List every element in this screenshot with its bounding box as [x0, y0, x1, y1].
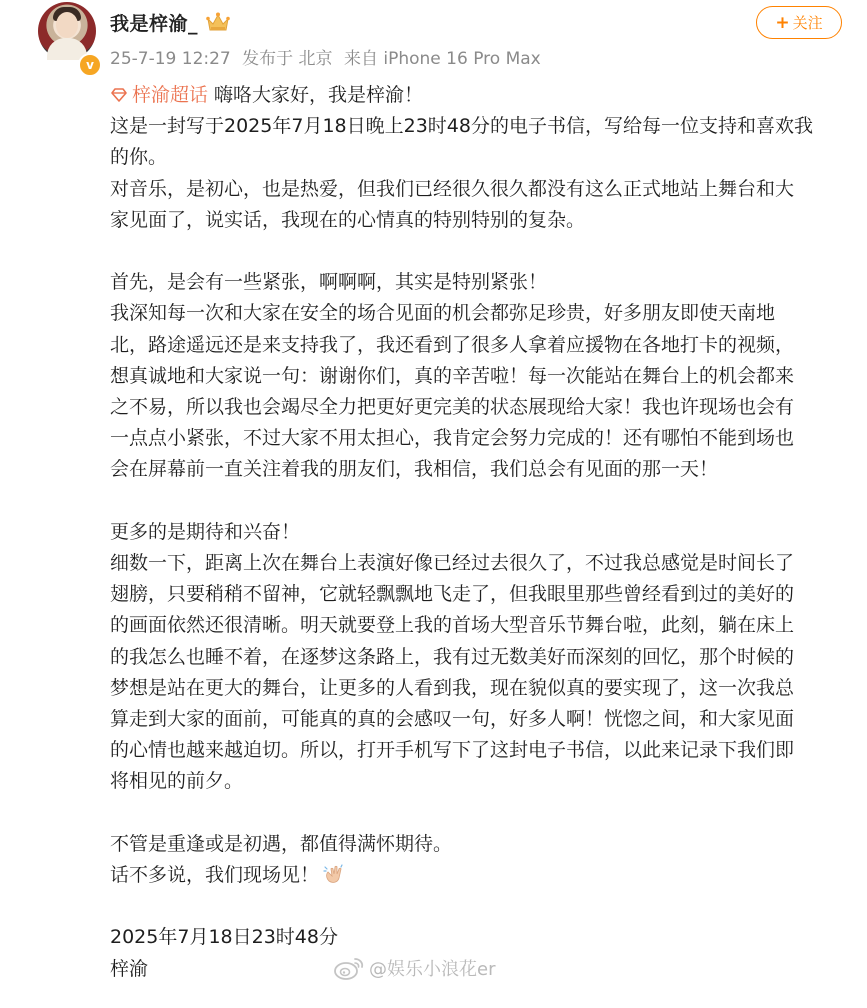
closing-text: 话不多说，我们现场见！	[110, 864, 320, 887]
avatar[interactable]	[38, 2, 96, 60]
topic-label: 梓渝超话	[132, 84, 209, 106]
date-line: 2025年7月18日23时48分	[110, 926, 338, 949]
plus-icon: +	[775, 12, 790, 33]
post-content	[110, 80, 850, 985]
post-device: 来自 iPhone 16 Pro Max	[343, 49, 541, 69]
post-location: 发布于 北京	[242, 49, 333, 69]
post-text-line: 会在屏幕前一直关注着我的朋友们，我相信，我们总会有见面的那一天！	[110, 458, 719, 481]
post-text-line: 的我怎么也睡不着，在逐梦这条路上，我有过无数美好而深刻的回忆，那个时候的	[110, 645, 795, 668]
post-time[interactable]: 25-7-19 12:27	[110, 49, 231, 69]
username[interactable]: 我是梓渝_	[110, 13, 199, 35]
watermark-text: @娱乐小浪花er	[369, 959, 496, 980]
watermark	[333, 955, 495, 981]
post-text-line: 细数一下，距离上次在舞台上表演好像已经过去很久了，不过我总感觉是时间长了	[110, 552, 795, 575]
post-text-line: 梦想是站在更大的舞台，让更多的人看到我，现在貌似真的要实现了，这一次我总	[110, 676, 795, 699]
post-text-line: 北，路途遥远还是来支持我了，我还看到了很多人拿着应援物在各地打卡的视频，	[110, 333, 795, 356]
post-body	[110, 111, 850, 860]
post-text-line: 之不易，所以我也会竭尽全力把更好更完美的状态展现给大家！我也许现场也会有	[110, 396, 795, 419]
post-text-line: 翅膀，只要稍稍不留神，它就轻飘飘地飞走了，但我眼里那些曾经看到过的美好的	[110, 583, 795, 606]
post-text-line: 更多的是期待和兴奋！	[110, 520, 301, 543]
post-text-line: 想真诚地和大家说一句：谢谢你们，真的辛苦啦！每一次能站在舞台上的机会都来	[110, 364, 795, 387]
weibo-logo-icon	[333, 955, 365, 981]
post-text-line: 我深知每一次和大家在安全的场合见面的机会都弥足珍贵，好多朋友即使天南地	[110, 302, 776, 325]
post-text-line: 这是一封写于2025年7月18日晚上23时48分的电子书信，写给每一位支持和喜欢我	[110, 115, 813, 138]
post-text-line: 的你。	[110, 146, 168, 169]
post-meta	[110, 44, 547, 69]
diamond-icon	[110, 88, 128, 102]
follow-button[interactable]	[756, 6, 842, 39]
post-text-line: 不管是重逢或是初遇，都值得满怀期待。	[110, 832, 453, 855]
post-text-line: 的心情也越来越迫切。所以，打开手机写下了这封电子书信，以此来记录下我们即	[110, 739, 795, 762]
post-first-line	[110, 80, 850, 111]
follow-label: 关注	[792, 14, 823, 32]
waving-hand-emoji	[323, 863, 345, 885]
blank-line	[110, 891, 850, 922]
avatar-face	[56, 12, 78, 38]
blank-line	[110, 236, 850, 267]
post-text-line: 家见面了，说实话，我现在的心情真的特别特别的复杂。	[110, 208, 586, 231]
post-text-line: 首先，是会有一些紧张，啊啊啊，其实是特别紧张！	[110, 271, 548, 294]
blank-line	[110, 798, 850, 829]
post-text-line: 将相见的前夕。	[110, 770, 244, 793]
post-text-line: 对音乐，是初心，也是热爱，但我们已经很久很久都没有这么正式地站上舞台和大	[110, 177, 795, 200]
closing-line	[110, 860, 850, 891]
greeting: 嗨咯大家好，我是梓渝！	[208, 84, 424, 106]
post-text-line: 算走到大家的面前，可能真的真的会感叹一句，好多人啊！恍惚之间，和大家见面	[110, 708, 795, 731]
topic-link[interactable]	[110, 84, 208, 106]
verified-badge-icon: v	[78, 53, 102, 77]
crown-icon	[205, 11, 231, 33]
post-text-line: 一点点小紧张，不过大家不用太担心，我肯定会努力完成的！还有哪怕不能到场也	[110, 427, 795, 450]
signature: 梓渝	[110, 957, 149, 980]
post-text-line: 的画面依然还很清晰。明天就要登上我的首场大型音乐节舞台啦，此刻，躺在床上	[110, 614, 795, 637]
blank-line	[110, 486, 850, 517]
